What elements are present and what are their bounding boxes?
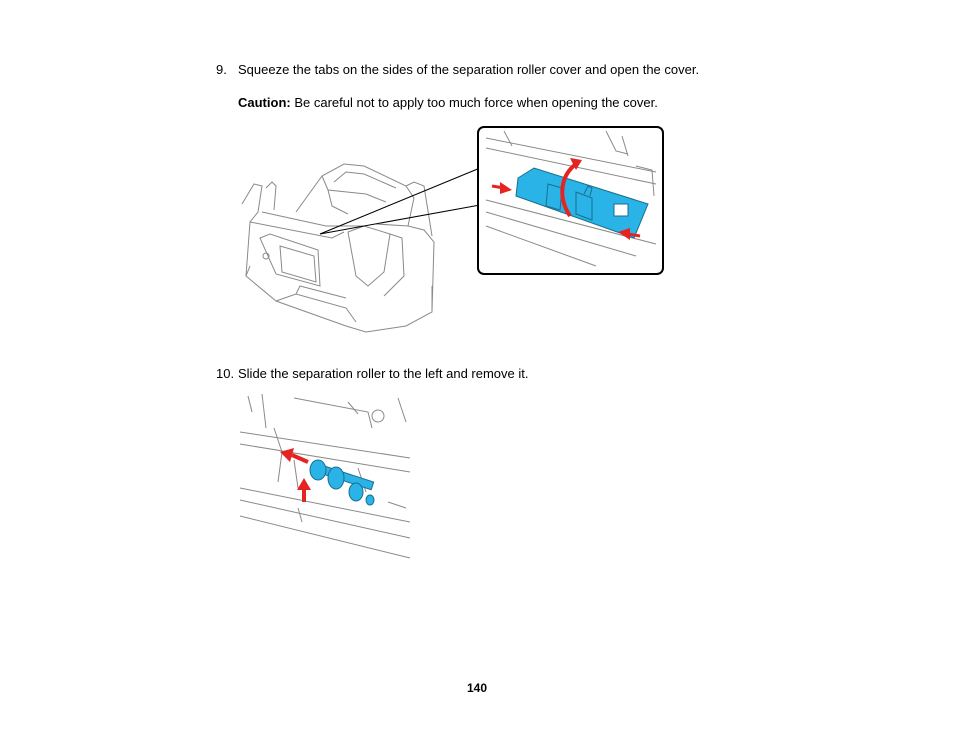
step-number: 10. [216,366,235,381]
step-number: 9. [216,62,227,77]
page-number: 140 [466,681,488,695]
step-10 [216,366,529,382]
step-9 [216,62,699,78]
caution-label: Caution: [238,95,291,110]
zoom-inset [478,127,663,274]
caution-note [238,95,658,111]
separation-roller-removal-illustration [238,392,412,568]
caution-text: Be careful not to apply too much force when opening the cover. [290,95,658,110]
scanner-open-cover-illustration [236,126,666,338]
step-text: Slide the separation roller to the left and remove it. [238,366,529,381]
step-text: Squeeze the tabs on the sides of the separation roller cover and open the cover. [238,62,700,77]
